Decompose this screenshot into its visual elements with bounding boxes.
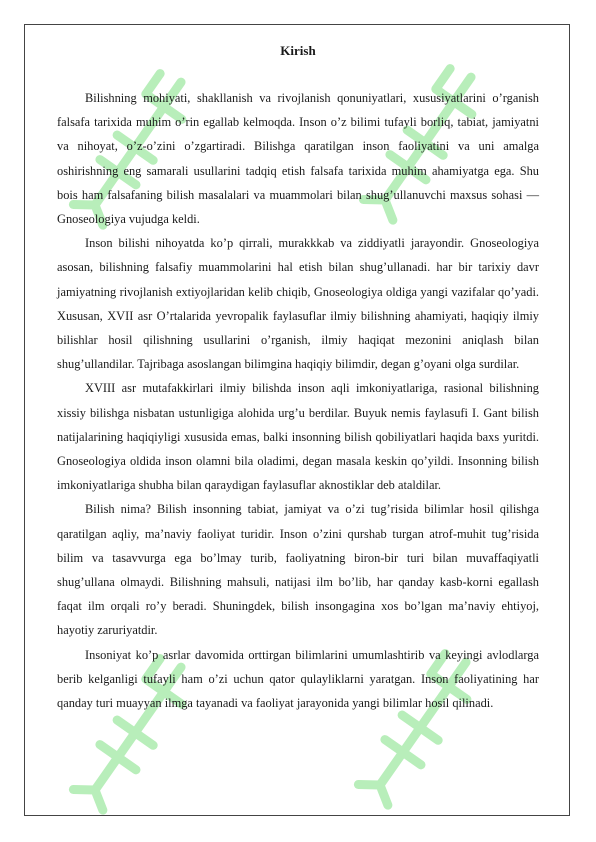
paragraph: XVIII asr mutafakkirlari ilmiy bilishda inson aqli imkoniyatlariga, rasional bilishning xissiy bilishga nisbatan ustunligiga alohida urg’u berdilar. Buyuk nemis faylasufi I. Gant bilish natijalarining haqiqiyligi xususida emas, balki insonning bilish qobiliyatlari haqida baxs yuritdi. Gnoseologiya oldida inson olamni bila oladimi, degan masala keskin qo’yildi. Insonning bilish imkoniyatlariga shubha bilan qaraydigan faylasuflar aknostiklar deb ataldilar. xyxy=(57,381,539,493)
paragraph: Bilishning mohiyati, shakllanish va rivojlanish qonuniyatlari, xususiyatlarini o’rganish falsafa tarixida muhim o’rin egallab kelmoqda. Inson o’z bilimi tufayli borliq, tabiat, jamiyatni va nihoyat, o’z-o’zini o’zgartiradi. Bilishga qaratilgan inson faoliyatini va uni amalga oshirishning eng samarali usullarini tadqiq etish falsafa tarixida muhim ahamiyatga ega. Shu bois ham falsafaning bilish masalalari va muammolari bilan shug’ullanuvchi maxsus sohasi — Gnoseologiya vujudga keldi. xyxy=(57,91,539,227)
document-body xyxy=(57,41,539,715)
paragraph: Bilish nima? Bilish insonning tabiat, jamiyat va o’zi tug’risida bilimlar hosil qilishga qaratilgan aqliy, ma’naviy faoliyat turidir. Inson o’zini qurshab turgan atrof-muhit tug’risida bilim va tasavvurga ega bo’lmay turib, faoliyatning biron-bir turi bilan muvaffaqiyatli shug’ullana olmaydi. Bilishning mahsuli, natijasi ilm bo’lib, har qanday kasb-korni egallash faqat ilm orqali ro’y beradi. Shuningdek, bilish insongagina xos bo’lgan ma’naviy ehtiyoj, hayotiy zaruriyatdir. xyxy=(57,502,539,638)
page-title: Kirish xyxy=(280,43,316,58)
paragraph: Insoniyat ko’p asrlar davomida orttirgan bilimlarini umumlashtirib va keyingi avlodlarga berib kelganligi tufayli ham o’zi uchun qator qulayliklarni yaratgan. Inson faoliyatining har qanday turi muayyan ilmga tayanadi va faoliyat jarayonida yangi bilimlar hosil qilinadi. xyxy=(57,647,539,711)
paragraph: Inson bilishi nihoyatda ko’p qirrali, murakkkab va ziddiyatli jarayondir. Gnoseologiya asosan, bilishning falsafiy muammolarini hal etish bilan shug’ullanadi. har bir tarixiy davr jamiyatning rivojlanish extiyojlaridan kelib chiqib, Gnoseologiya oldiga yangi vazifalar qo’yadi. Xususan, XVII asr O’rtalarida yevropalik faylasuflar ilmiy bilishning ahamiyati, haqiqiy ilmiy bilishlar hosil qilishning usullarini o’rganish, ilmiy haqiqat mezonini aniqlash bilan shug’ullandilar. Tajribaga asoslangan bilimgina haqiqiy bilimdir, degan g’oyani olga surdilar. xyxy=(57,236,539,372)
